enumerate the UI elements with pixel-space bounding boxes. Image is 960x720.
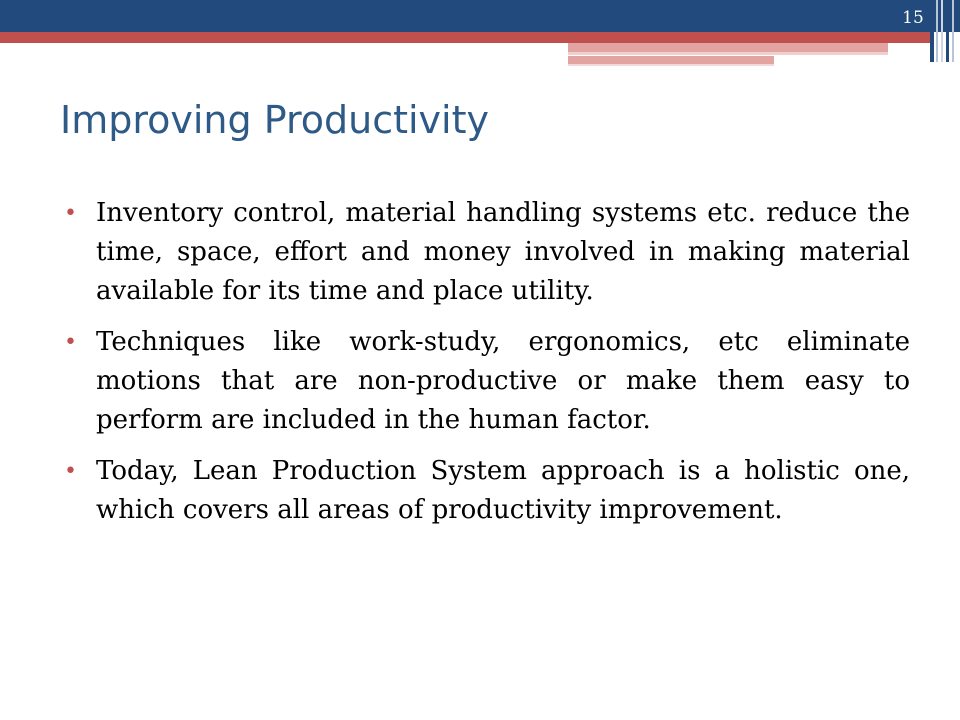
bullet-item — [58, 452, 910, 530]
bullet-icon: • — [64, 459, 77, 484]
bullet-item — [58, 194, 910, 311]
slide-number: 15 — [902, 8, 924, 28]
bullet-list — [58, 194, 910, 542]
slide-title: Improving Productivity — [60, 98, 489, 142]
decorative-vertical-line — [941, 0, 943, 62]
bullet-item — [58, 323, 910, 440]
header-band-pink-lower — [568, 56, 774, 64]
bullet-text: Today, Lean Production System approach is a holistic one, which covers all areas of productivity improvement. — [96, 456, 910, 525]
decorative-vertical-line — [930, 0, 934, 62]
header-band-pink — [568, 43, 888, 52]
bullet-text: Techniques like work-study, ergonomics, etc eliminate motions that are non-productive or make them easy to perform are included in the human factor. — [96, 327, 910, 435]
header-band-blue — [0, 0, 960, 32]
bullet-icon: • — [64, 201, 77, 226]
header-band-red — [0, 32, 930, 43]
bullet-icon: • — [64, 330, 77, 355]
decorative-vertical-line — [952, 0, 954, 62]
bullet-text: Inventory control, material handling systems etc. reduce the time, space, effort and money involved in making material available for its time and place utility. — [96, 198, 910, 306]
decorative-vertical-line — [946, 0, 949, 62]
decorative-vertical-line — [936, 0, 938, 62]
header-band-pink-lower-thin — [568, 64, 774, 66]
header-band-pink-thin — [568, 52, 888, 55]
